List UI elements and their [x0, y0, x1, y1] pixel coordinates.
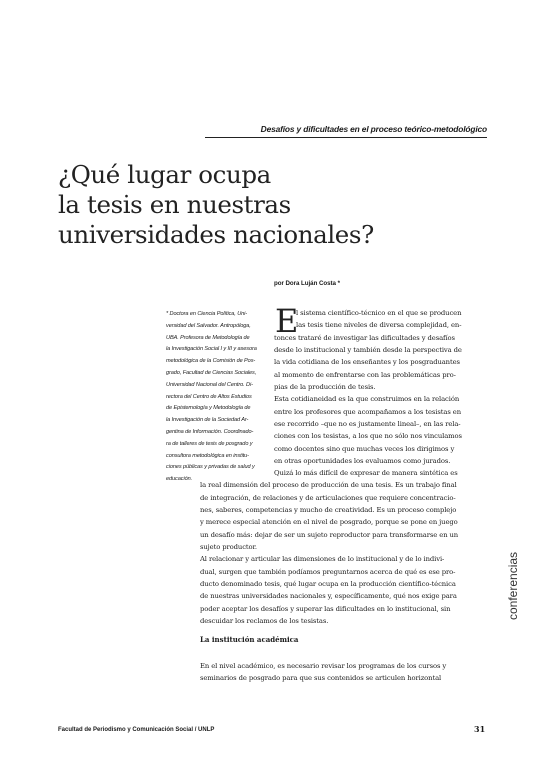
footnote-line: UBA. Profesora de Metodología de — [166, 334, 250, 341]
footnote-line: educación. — [166, 476, 193, 483]
body-line: de integración, de relaciones y de articulaciones que requiere concentracio- — [200, 493, 456, 502]
body-paragraph-intro — [274, 302, 488, 467]
title-line: la tesis en nuestras — [58, 190, 291, 219]
body-line: entre los profesores que acompañamos a los tesistas en — [274, 407, 461, 416]
body-line: de nuestras universidades nacionales y, específicamente, qué nos exige para — [200, 592, 457, 601]
body-line: seminarios de posgrado para que sus contenidos se articulen horizontal — [200, 674, 442, 683]
body-line: l sistema científico-técnico en el que se producen — [296, 309, 462, 317]
footnote-line: Universidad Nacional del Centro. Di- — [166, 381, 253, 388]
body-line: las tesis tiene niveles de diversa complejidad, en- — [296, 321, 462, 330]
section-subheading: La institución académica — [200, 635, 299, 644]
footnote-line: * Doctora en Ciencia Política, Uni- — [166, 311, 248, 317]
body-paragraph-institution — [200, 660, 488, 685]
body-line: pias de la producción de tesis. — [274, 383, 376, 392]
title-line: ¿Qué lugar ocupa — [58, 160, 271, 189]
body-line: desde lo institucional y también desde la perspectiva de — [274, 346, 462, 355]
footnote-line: ciones públicas y privadas de salud y — [166, 464, 255, 471]
body-line: sujeto productor. — [200, 543, 257, 552]
footnote-line: gentina de Información. Coordinado- — [166, 428, 254, 435]
body-line: en otras oportunidades los evaluamos como jurados. — [274, 457, 451, 466]
body-line: ciones con los tesistas, a los que no sólo nos vinculamos — [274, 432, 462, 441]
body-line: la vida cotidiana de los enseñantes y los posgraduantes — [274, 358, 460, 367]
body-line: poder aceptar los desafíos y superar las dificultades en lo institucional, sin — [200, 604, 451, 613]
body-line: ese recorrido –que no es justamente lineal–, en las rela- — [274, 420, 461, 429]
footnote-line: grado, Facultad de Ciencias Sociales, — [166, 369, 257, 376]
body-line: como docentes sino que muchas veces los dirigimos y — [274, 444, 455, 453]
body-line: al momento de enfrentarse con las problemáticas pro- — [274, 370, 456, 379]
page-number: 31 — [474, 724, 486, 734]
section-header: Desafíos y dificultades en el proceso teórico-metodológico — [260, 124, 487, 134]
body-paragraph-main — [200, 467, 488, 627]
author-footnote — [166, 309, 263, 486]
footnote-line: rectora del Centro de Altos Estudios — [166, 393, 252, 400]
body-line: Esta cotidianeidad es la que construimos en la relación — [274, 395, 460, 404]
footnote-line: de Epistemología y Metodología de — [166, 405, 251, 412]
footnote-line: consultora metodológica en institu- — [166, 452, 249, 459]
header-divider — [205, 137, 487, 138]
drop-cap: E — [275, 302, 299, 340]
article-title — [58, 160, 458, 250]
footnote-line: la Investigación Social I y III y asesora — [166, 346, 257, 353]
footer-institution: Facultad de Periodismo y Comunicación Social / UNLP — [58, 727, 215, 733]
body-line: nes, saberes, competencias y mucho de creatividad. Es un proceso complejo — [200, 506, 457, 515]
author-byline: por Dora Luján Costa * — [274, 280, 340, 287]
title-line: universidades nacionales? — [58, 220, 374, 249]
body-line: descuidar los reclamos de los tesistas. — [200, 617, 329, 626]
body-line: un desafío más: dejar de ser un sujeto reproductor para transformarse en un — [200, 530, 459, 539]
footnote-line: la Investigación de la Sociedad Ar- — [166, 417, 249, 424]
body-line: y merece especial atención en el nivel de posgrado, porque se pone en juego — [200, 518, 458, 527]
body-line: Al relacionar y articular las dimensiones de lo institucional y de lo indivi- — [200, 555, 445, 564]
body-line: tonces trataré de investigar las dificultades y desafíos — [274, 333, 455, 342]
body-line: dual, surgen que también podíamos preguntarnos acerca de qué es ese pro- — [200, 567, 456, 576]
body-line: En el nivel académico, es necesario revisar los programas de los cursos y — [200, 662, 447, 670]
body-line: la real dimensión del proceso de producción de una tesis. Es un trabajo final — [200, 481, 457, 490]
body-line: ducto denominado tesis, qué lugar ocupa en la producción científico-técnica — [200, 580, 456, 589]
body-line: Quizá lo más difícil de expresar de manera sintética es — [274, 469, 458, 477]
footnote-line: ra de talleres de tesis de posgrado y — [166, 440, 253, 447]
footnote-line: metodológica de la Comisión de Pos- — [166, 358, 256, 365]
section-side-label: conferencias — [506, 551, 520, 620]
footnote-line: versidad del Salvador. Antropóloga, — [166, 322, 251, 329]
